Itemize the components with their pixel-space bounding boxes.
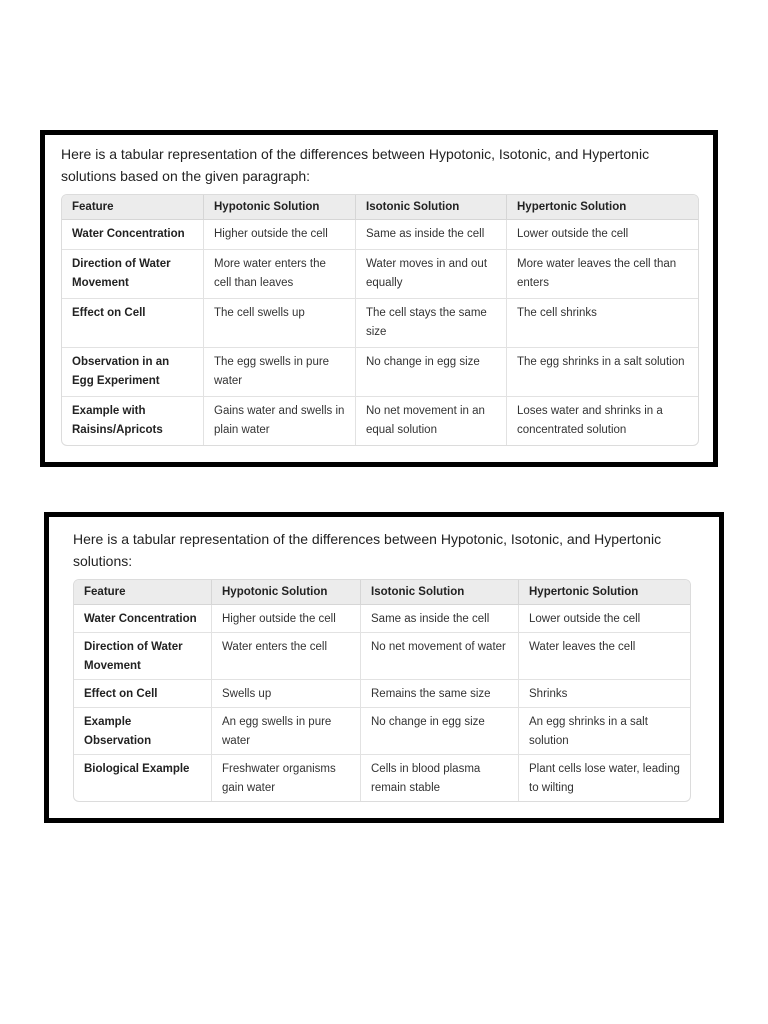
hypertonic-cell: Shrinks bbox=[519, 680, 690, 708]
hypertonic-cell: The egg shrinks in a salt solution bbox=[507, 348, 698, 397]
isotonic-cell: No net movement of water bbox=[361, 633, 519, 680]
feature-cell: Water Concentration bbox=[62, 220, 204, 250]
table-row bbox=[74, 755, 690, 801]
col-header-hypertonic: Hypertonic Solution bbox=[519, 580, 690, 605]
hypertonic-cell: Water leaves the cell bbox=[519, 633, 690, 680]
hypertonic-cell: Plant cells lose water, leading to wilting bbox=[529, 763, 680, 794]
hypotonic-cell: Higher outside the cell bbox=[204, 220, 356, 250]
intro-text: Here is a tabular representation of the differences between Hypotonic, Isotonic, and Hypertonic solutions based on the given paragraph: bbox=[61, 146, 650, 184]
feature-cell: Direction of Water Movement bbox=[62, 250, 204, 299]
col-header-isotonic: Isotonic Solution bbox=[361, 580, 519, 605]
comparison-card-1 bbox=[40, 130, 718, 467]
feature-cell: Effect on Cell bbox=[62, 299, 204, 348]
isotonic-cell: Same as inside the cell bbox=[361, 605, 519, 633]
hypotonic-cell: The egg swells in pure water bbox=[204, 348, 356, 397]
feature-cell: Observation in an Egg Experiment bbox=[62, 348, 204, 397]
table-row bbox=[74, 708, 690, 755]
table-row bbox=[62, 299, 698, 348]
isotonic-cell: Same as inside the cell bbox=[356, 220, 507, 250]
col-header-feature: Feature bbox=[62, 195, 204, 220]
hypertonic-cell: More water leaves the cell than enters bbox=[507, 250, 698, 299]
hypertonic-cell: Lower outside the cell bbox=[507, 220, 698, 250]
isotonic-cell: No change in egg size bbox=[361, 708, 519, 755]
hypertonic-cell: Lower outside the cell bbox=[519, 605, 690, 633]
hypotonic-cell: The cell swells up bbox=[204, 299, 356, 348]
feature-cell: Example with Raisins/Apricots bbox=[62, 397, 204, 445]
table-row bbox=[62, 397, 698, 445]
comparison-table bbox=[61, 194, 699, 446]
table-row bbox=[62, 220, 698, 250]
intro-text: Here is a tabular representation of the differences between Hypotonic, Isotonic, and Hypertonic solutions: bbox=[73, 531, 662, 569]
isotonic-cell: No net movement in an equal solution bbox=[356, 397, 507, 445]
comparison-table bbox=[73, 579, 691, 802]
hypotonic-cell: Higher outside the cell bbox=[212, 605, 361, 633]
isotonic-cell: Cells in blood plasma remain stable bbox=[361, 755, 519, 801]
table-row bbox=[62, 348, 698, 397]
isotonic-cell: Water moves in and out equally bbox=[356, 250, 507, 299]
hypotonic-cell: More water enters the cell than leaves bbox=[204, 250, 356, 299]
hypertonic-cell: An egg shrinks in a salt solution bbox=[519, 708, 690, 755]
isotonic-cell: The cell stays the same size bbox=[356, 299, 507, 348]
hypotonic-cell: Gains water and swells in plain water bbox=[204, 397, 356, 445]
feature-cell: Water Concentration bbox=[74, 605, 212, 633]
isotonic-cell: Remains the same size bbox=[361, 680, 519, 708]
feature-cell: Direction of Water Movement bbox=[74, 633, 212, 680]
feature-cell: Effect on Cell bbox=[74, 680, 212, 708]
col-header-isotonic: Isotonic Solution bbox=[356, 195, 507, 220]
hypotonic-cell: Swells up bbox=[212, 680, 361, 708]
hypertonic-cell: The cell shrinks bbox=[507, 299, 698, 348]
header-row bbox=[74, 580, 690, 605]
col-header-hypertonic: Hypertonic Solution bbox=[507, 195, 698, 220]
comparison-card-2 bbox=[44, 512, 724, 823]
isotonic-cell: No change in egg size bbox=[356, 348, 507, 397]
col-header-feature: Feature bbox=[74, 580, 212, 605]
feature-cell: Example Observation bbox=[74, 708, 212, 755]
hypotonic-cell: An egg swells in pure water bbox=[212, 708, 361, 755]
table-row bbox=[62, 250, 698, 299]
table-row bbox=[74, 680, 690, 708]
feature-cell: Biological Example bbox=[74, 755, 212, 801]
hypotonic-cell: Water enters the cell bbox=[212, 633, 361, 680]
hypertonic-cell: Loses water and shrinks in a concentrated solution bbox=[517, 404, 663, 436]
header-row bbox=[62, 195, 698, 220]
table-row bbox=[74, 633, 690, 680]
table-row bbox=[74, 605, 690, 633]
col-header-hypotonic: Hypotonic Solution bbox=[204, 195, 356, 220]
hypotonic-cell: Freshwater organisms gain water bbox=[212, 755, 361, 801]
col-header-hypotonic: Hypotonic Solution bbox=[212, 580, 361, 605]
